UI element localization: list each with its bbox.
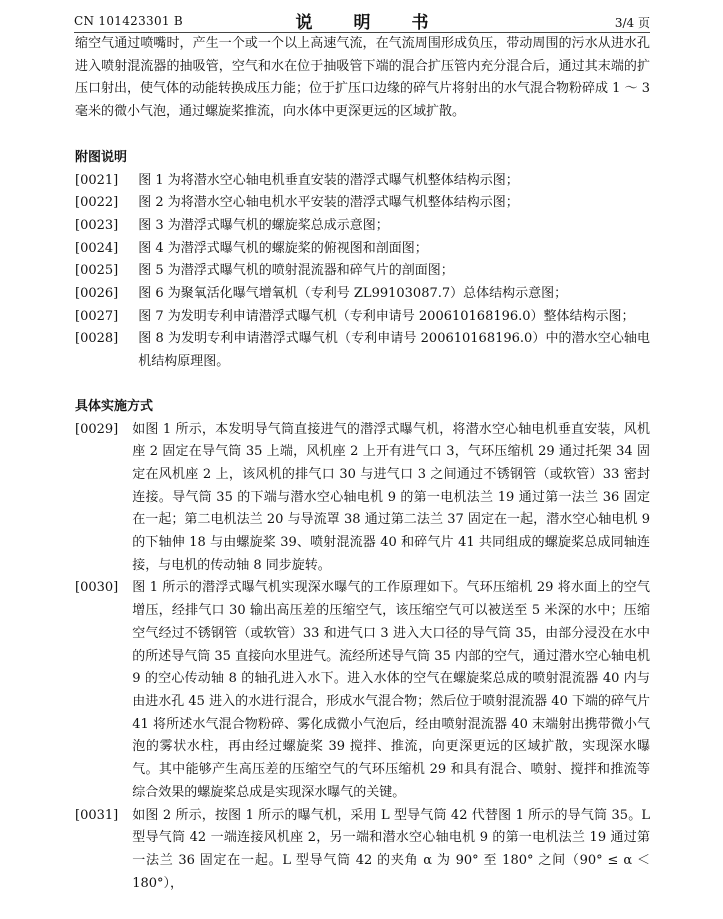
paragraph-text: 图 2 为将潜水空心轴电机水平安装的潜浮式曝气机整体结构示图； (138, 195, 519, 211)
paragraph-0029 (75, 419, 650, 578)
paragraph-text: 图 1 为将潜水空心轴电机垂直安装的潜浮式曝气机整体结构示图； (138, 172, 519, 188)
paragraph-text: 如图 2 所示，按图 1 所示的曝气机，采用 L 型导气筒 42 代替图 1 所示的导气筒 35。L 型导气筒 42 一端连接风机座 2，另一端和潜水空心轴电机 9 的第一电机法兰 19 通过第一法兰 36 固定在一起。L 型导气筒 42 的夹角 α 为 90° 至 180° 之间（90° ≤ α ＜ 180°）， (132, 807, 650, 891)
paragraph-text: 图 3 为潜浮式曝气机的螺旋桨总成示意图； (138, 217, 389, 233)
intro-paragraph: 缩空气通过喷嘴时，产生一个或一个以上高速气流，在气流周围形成负压，带动周围的污水从进水孔进入喷射混流器的抽吸管，空气和水在位于抽吸管下端的混合扩压管内充分混合后，通过其末端的扩压口射出，使气体的动能转换成压力能；位于扩压口边缘的碎气片将射出的水气混合物粉碎成 1 ～ 3 毫米的微小气泡，通过螺旋桨推流，向水体中更深更远的区域扩散。 (75, 36, 650, 120)
paragraph-number: [0030] (75, 580, 119, 596)
paragraph-text: 图 1 所示的潜浮式曝气机实现深水曝气的工作原理如下。气环压缩机 29 将水面上的空气增压，经排气口 30 输出高压差的压缩空气，该压缩空气可以被送至 5 米深的水中；压缩空气经过不锈钢管（或软管）33 和进气口 3 进入大口径的导气筒 35，由部分浸没在水中的所述导气筒 35 直接向水里进气。流经所述导气筒 35 内部的空气，通过潜水空心轴电机 9 的空心传动轴 8 的轴孔进入水下。进入水体的空气在螺旋桨总成的喷射混流器 40 内与由进水孔 45 进入的水进行混合，形成水气混合物；然后位于喷射混流器 40 下端的碎气片 41 将所述水气混合物粉碎、雾化成微小气泡后，经由喷射混流器 40 末端射出携带微小气泡的雾状水柱，再由经过螺旋桨 39 搅拌、推流，向更深更远的区域扩散，实现深水曝气。其中能够产生高压差的压缩空气的气环压缩机 29 和具有混合、喷射、搅拌和推流等综合效果的螺旋桨总成是实现深水曝气的关键。 (132, 580, 650, 800)
paragraph-number: [0023] (75, 217, 119, 233)
paragraph-number: [0025] (75, 263, 119, 279)
page-header (74, 8, 650, 33)
paragraph-number: [0029] (75, 421, 119, 437)
figures-heading: 附图说明 (75, 149, 128, 165)
paragraph-text: 图 6 为聚氧活化曝气增氧机（专利号 ZL99103087.7）总体结构示意图； (138, 286, 568, 302)
paragraph-text: 如图 1 所示，本发明导气筒直接进气的潜浮式曝气机，将潜水空心轴电机垂直安装，风机座 2 固定在导气筒 35 上端，风机座 2 上开有进气口 3，气环压缩机 29 通过托架 34 固定在风机座 2 上，该风机的排气口 30 与进气口 3 之间通过不锈钢管（或软管）33 密封连接。导气筒 35 的下端与潜水空心轴电机 9 的第一电机法兰 19 通过第一法兰 36 固定在一起；第二电机法兰 20 与导流罩 38 通过第二法兰 37 固定在一起，潜水空心轴电机 9 的下轴伸 18 与由螺旋桨 39、喷射混流器 40 和碎气片 41 共同组成的螺旋桨总成同轴连接，与电机的传动轴 8 同步旋转。 (132, 421, 650, 573)
page-number: 3/4 页 (614, 16, 650, 30)
paragraph-number: [0028] (75, 331, 119, 347)
paragraph-number: [0031] (75, 807, 119, 823)
paragraph-0028 (75, 328, 650, 373)
paragraph-number: [0022] (75, 195, 119, 211)
paragraph-0025 (75, 260, 650, 283)
paragraph-text: 图 8 为发明专利申请潜浮式曝气机（专利申请号 200610168196.0）中的潜水空心轴电机结构原理图。 (138, 331, 650, 370)
paragraph-0026 (75, 283, 650, 306)
embodiment-heading: 具体实施方式 (75, 398, 154, 414)
paragraph-0022 (75, 192, 650, 215)
paragraph-number: [0021] (75, 172, 119, 188)
paragraph-number: [0026] (75, 286, 119, 302)
paragraph-0023 (75, 215, 650, 238)
document-title: 说 明 书 (295, 13, 441, 33)
paragraph-text: 图 5 为潜浮式曝气机的喷射混流器和碎气片的剖面图； (138, 263, 454, 279)
paragraph-number: [0027] (75, 308, 119, 324)
paragraph-number: [0024] (75, 240, 119, 256)
paragraph-0021 (75, 170, 650, 193)
patent-number: CN 101423301 B (74, 14, 184, 28)
paragraph-text: 图 4 为潜浮式曝气机的螺旋桨的俯视图和剖面图； (138, 240, 428, 256)
paragraph-0024 (75, 238, 650, 261)
paragraph-0030 (75, 577, 650, 804)
document-body (75, 33, 650, 895)
paragraph-0031 (75, 805, 650, 896)
paragraph-0027 (75, 306, 650, 329)
paragraph-text: 图 7 为发明专利申请潜浮式曝气机（专利申请号 200610168196.0）整体结构示图； (138, 308, 635, 324)
